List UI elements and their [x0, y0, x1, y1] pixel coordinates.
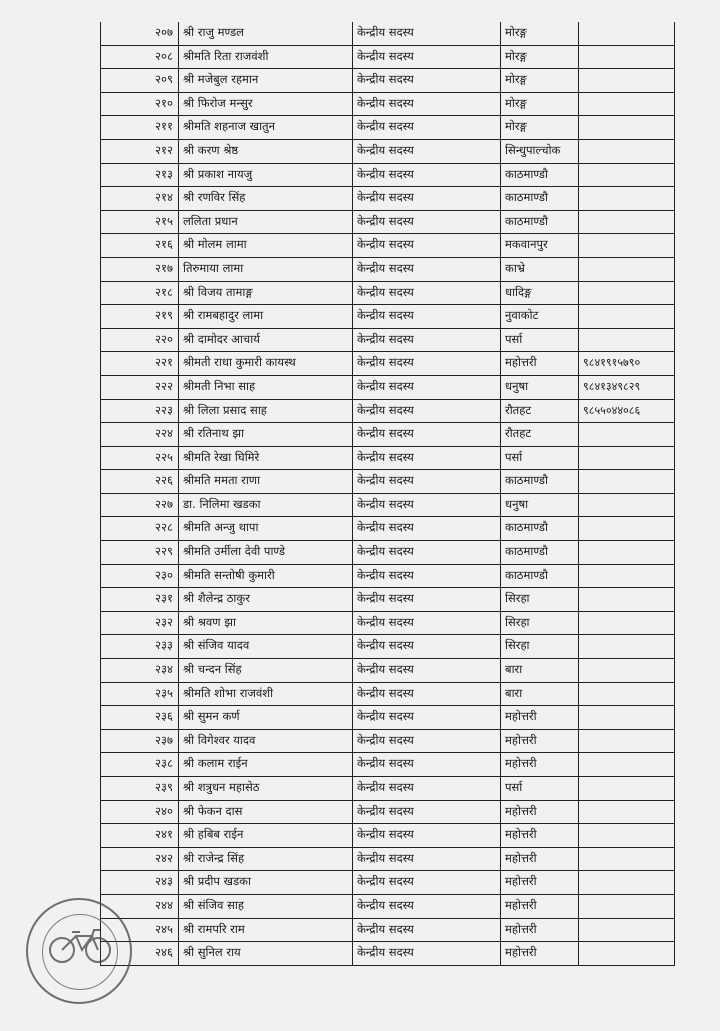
member-district: मकवानपुर	[501, 234, 579, 257]
serial-number: २२३	[101, 400, 179, 423]
member-phone	[579, 730, 674, 753]
serial-number: २३२	[101, 612, 179, 635]
serial-number: २३१	[101, 588, 179, 611]
table-row	[101, 352, 674, 376]
member-phone	[579, 470, 674, 493]
member-phone: ९८४१३४९८२९	[583, 379, 641, 393]
member-position: केन्द्रीय सदस्य	[353, 423, 501, 446]
member-district: काठमाण्डौ	[501, 164, 579, 187]
member-position: केन्द्रीय सदस्य	[353, 517, 501, 540]
table-row	[101, 447, 674, 471]
table-row	[101, 895, 674, 919]
serial-number: २४६	[101, 942, 179, 965]
member-phone	[579, 282, 674, 305]
member-phone	[579, 871, 674, 894]
table-row	[101, 730, 674, 754]
member-name: श्री लिला प्रसाद साह	[179, 400, 353, 423]
table-row	[101, 494, 674, 518]
member-district: पर्सा	[501, 447, 579, 470]
serial-number: २११	[101, 116, 179, 139]
serial-number: २१४	[101, 187, 179, 210]
member-name: श्री चन्दन सिंह	[179, 659, 353, 682]
member-table	[100, 22, 675, 966]
member-position: केन्द्रीय सदस्य	[353, 164, 501, 187]
member-name: श्री रणविर सिंह	[179, 187, 353, 210]
member-name: श्री मजेबुल रहमान	[179, 69, 353, 92]
table-row	[101, 635, 674, 659]
table-row	[101, 164, 674, 188]
member-district: सिरहा	[501, 588, 579, 611]
member-phone	[579, 919, 674, 942]
member-district: सिन्धुपाल्चोक	[501, 140, 579, 163]
member-district: महोत्तरी	[501, 730, 579, 753]
table-row	[101, 753, 674, 777]
member-district: काठमाण्डौ	[501, 470, 579, 493]
table-row	[101, 470, 674, 494]
serial-number: २२०	[101, 329, 179, 352]
member-phone	[579, 329, 674, 352]
member-phone	[579, 447, 674, 470]
member-district: रौतहट	[501, 400, 579, 423]
member-phone	[579, 612, 674, 635]
member-position: केन्द्रीय सदस्य	[353, 871, 501, 894]
member-district: पर्सा	[501, 329, 579, 352]
member-position: केन्द्रीय सदस्य	[353, 305, 501, 328]
member-district: बारा	[501, 683, 579, 706]
member-phone	[579, 848, 674, 871]
serial-number: २३३	[101, 635, 179, 658]
member-name: श्रीमती राधा कुमारी कायस्थ	[179, 352, 353, 375]
serial-number: २३९	[101, 777, 179, 800]
member-district: महोत्तरी	[501, 706, 579, 729]
member-position: केन्द्रीय सदस्य	[353, 541, 501, 564]
member-district: मोरङ्ग	[501, 46, 579, 69]
serial-number: २३७	[101, 730, 179, 753]
member-position: केन्द्रीय सदस्य	[353, 588, 501, 611]
member-position: केन्द्रीय सदस्य	[353, 400, 501, 423]
member-name: श्री हबिब राईन	[179, 824, 353, 847]
member-name: डा. निलिमा खडका	[179, 494, 353, 517]
member-position: केन्द्रीय सदस्य	[353, 352, 501, 375]
party-stamp	[26, 898, 132, 1004]
member-district: महोत्तरी	[501, 352, 579, 375]
member-phone	[579, 541, 674, 564]
member-position: केन्द्रीय सदस्य	[353, 116, 501, 139]
member-name: श्री रामबहादुर लामा	[179, 305, 353, 328]
member-position: केन्द्रीय सदस्य	[353, 895, 501, 918]
member-phone	[579, 801, 674, 824]
member-name: श्रीमति रेखा घिमिरे	[179, 447, 353, 470]
table-row	[101, 659, 674, 683]
member-name: श्री फिरोज मन्सुर	[179, 93, 353, 116]
table-row	[101, 942, 674, 966]
table-row	[101, 612, 674, 636]
member-position: केन्द्रीय सदस्य	[353, 447, 501, 470]
serial-number: २३४	[101, 659, 179, 682]
member-district: पर्सा	[501, 777, 579, 800]
member-phone	[579, 659, 674, 682]
table-row	[101, 565, 674, 589]
serial-number: २२४	[101, 423, 179, 446]
member-phone	[579, 234, 674, 257]
table-row	[101, 69, 674, 93]
serial-number: २१९	[101, 305, 179, 328]
member-phone	[579, 635, 674, 658]
serial-number: २२५	[101, 447, 179, 470]
member-phone	[579, 942, 674, 965]
table-row	[101, 423, 674, 447]
member-district: महोत्तरी	[501, 895, 579, 918]
member-district: मोरङ्ग	[501, 22, 579, 45]
member-position: केन्द्रीय सदस्य	[353, 824, 501, 847]
table-row	[101, 93, 674, 117]
member-phone	[579, 116, 674, 139]
member-phone: ९८५५०४४०८६	[583, 403, 641, 417]
serial-number: २४४	[101, 895, 179, 918]
serial-number: २४२	[101, 848, 179, 871]
serial-number: २१२	[101, 140, 179, 163]
member-phone: ९८४१९१५७९०	[583, 356, 641, 370]
member-district: धनुषा	[501, 376, 579, 399]
member-position: केन्द्रीय सदस्य	[353, 211, 501, 234]
serial-number: २४०	[101, 801, 179, 824]
member-name: श्री रतिनाथ झा	[179, 423, 353, 446]
member-phone	[579, 683, 674, 706]
table-row	[101, 706, 674, 730]
member-name: श्री करण श्रेष्ठ	[179, 140, 353, 163]
serial-number: २०८	[101, 46, 179, 69]
member-phone	[579, 517, 674, 540]
member-position: केन्द्रीय सदस्य	[353, 919, 501, 942]
member-position: केन्द्रीय सदस्य	[353, 22, 501, 45]
bicycle-icon	[48, 928, 114, 964]
member-phone	[579, 69, 674, 92]
member-phone	[579, 22, 674, 45]
member-phone	[579, 824, 674, 847]
member-name: श्री प्रकाश नायजु	[179, 164, 353, 187]
member-position: केन्द्रीय सदस्य	[353, 635, 501, 658]
serial-number: २४५	[101, 919, 179, 942]
table-row	[101, 376, 674, 400]
serial-number: २२७	[101, 494, 179, 517]
member-phone	[579, 494, 674, 517]
serial-number: २४३	[101, 871, 179, 894]
member-phone	[579, 46, 674, 69]
serial-number: २१७	[101, 258, 179, 281]
member-phone	[579, 753, 674, 776]
serial-number: २०७	[101, 22, 179, 45]
member-name: श्री कलाम राईन	[179, 753, 353, 776]
member-phone	[579, 164, 674, 187]
member-name: श्रीमति शहनाज खातुन	[179, 116, 353, 139]
table-row	[101, 848, 674, 872]
member-phone	[579, 211, 674, 234]
serial-number: २३८	[101, 753, 179, 776]
table-row	[101, 22, 674, 46]
member-position: केन्द्रीय सदस्य	[353, 187, 501, 210]
table-row	[101, 683, 674, 707]
table-row	[101, 919, 674, 943]
table-row	[101, 140, 674, 164]
table-row	[101, 211, 674, 235]
member-district: महोत्तरी	[501, 848, 579, 871]
member-position: केन्द्रीय सदस्य	[353, 46, 501, 69]
member-name: श्रीमति रिता राजवंशी	[179, 46, 353, 69]
serial-number: २२२	[101, 376, 179, 399]
member-phone	[579, 187, 674, 210]
member-district: महोत्तरी	[501, 871, 579, 894]
table-row	[101, 824, 674, 848]
member-position: केन्द्रीय सदस्य	[353, 282, 501, 305]
member-district: मोरङ्ग	[501, 69, 579, 92]
member-position: केन्द्रीय सदस्य	[353, 234, 501, 257]
member-position: केन्द्रीय सदस्य	[353, 565, 501, 588]
member-name: श्री सुनिल राय	[179, 942, 353, 965]
member-position: केन्द्रीय सदस्य	[353, 140, 501, 163]
member-position: केन्द्रीय सदस्य	[353, 258, 501, 281]
serial-number: २०९	[101, 69, 179, 92]
table-row	[101, 234, 674, 258]
serial-number: २२९	[101, 541, 179, 564]
member-position: केन्द्रीय सदस्य	[353, 612, 501, 635]
member-district: काभ्रे	[501, 258, 579, 281]
member-phone	[579, 305, 674, 328]
table-row	[101, 46, 674, 70]
member-position: केन्द्रीय सदस्य	[353, 777, 501, 800]
member-district: मोरङ्ग	[501, 93, 579, 116]
member-name: श्री रामपरि राम	[179, 919, 353, 942]
serial-number: २१६	[101, 234, 179, 257]
member-position: केन्द्रीय सदस्य	[353, 753, 501, 776]
serial-number: २१३	[101, 164, 179, 187]
member-district: सिरहा	[501, 635, 579, 658]
serial-number: २३०	[101, 565, 179, 588]
serial-number: २४१	[101, 824, 179, 847]
member-position: केन्द्रीय सदस्य	[353, 329, 501, 352]
member-name: श्रीमति शोभा राजवंशी	[179, 683, 353, 706]
member-district: महोत्तरी	[501, 942, 579, 965]
table-row	[101, 541, 674, 565]
member-name: श्री संजिव यादव	[179, 635, 353, 658]
member-position: केन्द्रीय सदस्य	[353, 69, 501, 92]
member-phone	[579, 565, 674, 588]
member-name: श्री राजु मण्डल	[179, 22, 353, 45]
member-name: श्री शत्रुधन महासेठ	[179, 777, 353, 800]
member-position: केन्द्रीय सदस्य	[353, 801, 501, 824]
member-phone	[579, 588, 674, 611]
table-row	[101, 282, 674, 306]
member-name: श्रीमति अन्जु थापा	[179, 517, 353, 540]
member-position: केन्द्रीय सदस्य	[353, 376, 501, 399]
member-name: श्रीमति ममता राणा	[179, 470, 353, 493]
member-position: केन्द्रीय सदस्य	[353, 706, 501, 729]
member-position: केन्द्रीय सदस्य	[353, 730, 501, 753]
member-district: काठमाण्डौ	[501, 541, 579, 564]
serial-number: २३५	[101, 683, 179, 706]
member-district: काठमाण्डौ	[501, 187, 579, 210]
table-row	[101, 305, 674, 329]
member-position: केन्द्रीय सदस्य	[353, 494, 501, 517]
member-district: धनुषा	[501, 494, 579, 517]
member-district: महोत्तरी	[501, 801, 579, 824]
member-position: केन्द्रीय सदस्य	[353, 848, 501, 871]
table-row	[101, 871, 674, 895]
member-district: बारा	[501, 659, 579, 682]
table-row	[101, 801, 674, 825]
member-name: श्री दामोदर आचार्य	[179, 329, 353, 352]
member-phone	[579, 258, 674, 281]
table-row	[101, 777, 674, 801]
member-district: काठमाण्डौ	[501, 517, 579, 540]
member-position: केन्द्रीय सदस्य	[353, 942, 501, 965]
table-row	[101, 400, 674, 424]
serial-number: २१०	[101, 93, 179, 116]
serial-number: २३६	[101, 706, 179, 729]
member-name: श्री फेकन दास	[179, 801, 353, 824]
member-position: केन्द्रीय सदस्य	[353, 93, 501, 116]
member-name: श्री मोलम लामा	[179, 234, 353, 257]
member-district: काठमाण्डौ	[501, 211, 579, 234]
serial-number: २२६	[101, 470, 179, 493]
member-name: श्री प्रदीप खडका	[179, 871, 353, 894]
table-row	[101, 187, 674, 211]
member-name: श्री राजेन्द्र सिंह	[179, 848, 353, 871]
member-position: केन्द्रीय सदस्य	[353, 683, 501, 706]
member-name: श्री संजिव साह	[179, 895, 353, 918]
member-district: रौतहट	[501, 423, 579, 446]
table-row	[101, 258, 674, 282]
table-row	[101, 329, 674, 353]
table-row	[101, 588, 674, 612]
member-district: महोत्तरी	[501, 824, 579, 847]
member-name: श्रीमति सन्तोषी कुमारी	[179, 565, 353, 588]
member-district: महोत्तरी	[501, 919, 579, 942]
member-phone	[579, 423, 674, 446]
member-name: श्री विगेश्वर यादव	[179, 730, 353, 753]
member-name: तिरुमाया लामा	[179, 258, 353, 281]
table-row	[101, 116, 674, 140]
member-phone	[579, 706, 674, 729]
serial-number: २२१	[101, 352, 179, 375]
member-name: श्रीमति उर्मीला देवी पाण्डे	[179, 541, 353, 564]
member-phone	[579, 140, 674, 163]
member-name: श्री विजय तामाङ्ग	[179, 282, 353, 305]
member-position: केन्द्रीय सदस्य	[353, 659, 501, 682]
member-district: सिरहा	[501, 612, 579, 635]
member-district: धादिङ्ग	[501, 282, 579, 305]
member-position: केन्द्रीय सदस्य	[353, 470, 501, 493]
member-phone	[579, 93, 674, 116]
member-district: काठमाण्डौ	[501, 565, 579, 588]
member-name: श्री शैलेन्द्र ठाकुर	[179, 588, 353, 611]
member-name: श्री श्रवण झा	[179, 612, 353, 635]
member-name: श्री सुमन कर्ण	[179, 706, 353, 729]
member-district: महोत्तरी	[501, 753, 579, 776]
member-name: ललिता प्रधान	[179, 211, 353, 234]
member-phone	[579, 777, 674, 800]
member-district: नुवाकोट	[501, 305, 579, 328]
member-district: मोरङ्ग	[501, 116, 579, 139]
serial-number: २१८	[101, 282, 179, 305]
serial-number: २२८	[101, 517, 179, 540]
member-name: श्रीमती निभा साह	[179, 376, 353, 399]
serial-number: २१५	[101, 211, 179, 234]
table-row	[101, 517, 674, 541]
member-phone	[579, 895, 674, 918]
